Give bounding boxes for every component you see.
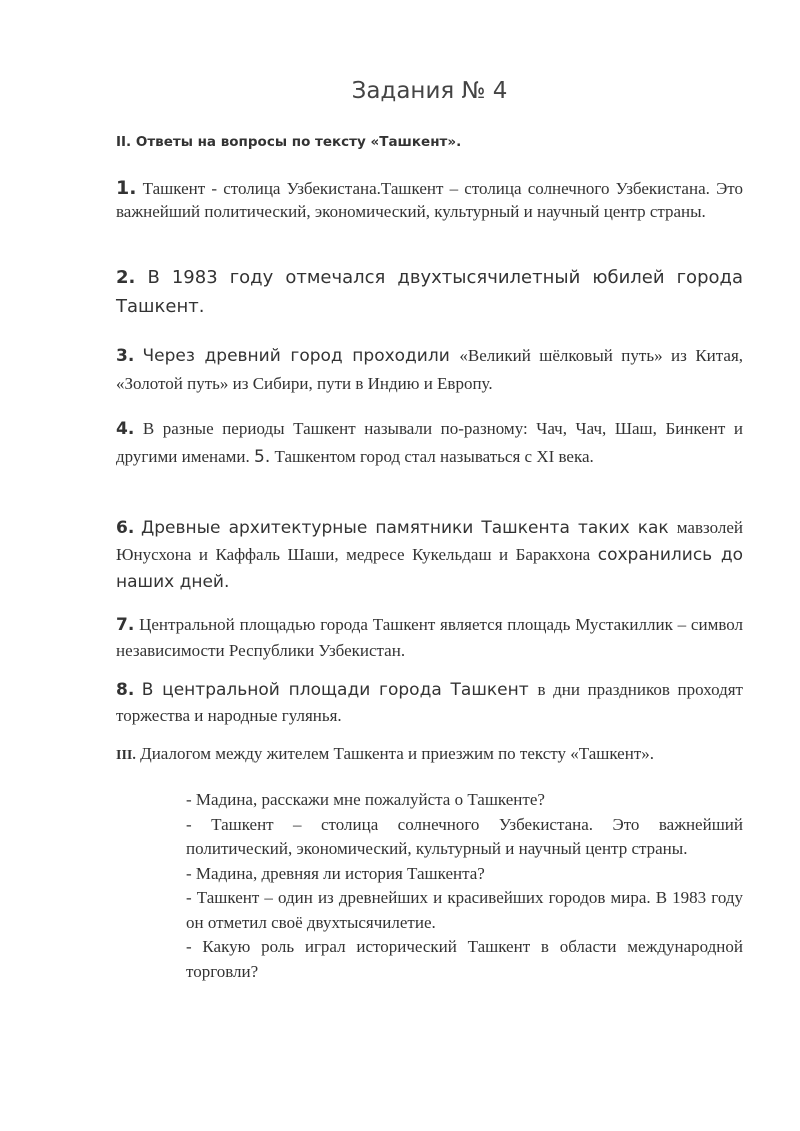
answer-3 [116,342,743,398]
answer-6 [116,515,743,596]
page-title: Задания № 4 [351,78,508,104]
answer-1 [116,177,743,223]
answer-8 [116,677,743,729]
dialog-line-5: - Какую роль играл исторический Ташкент в области международной торговли? [186,937,743,981]
answer-6-text-b: мавзолей Юнусхона и Каффаль Шаши, медресе Кукельдаш и Баракхона [116,518,743,564]
answer-3-number: 3. [116,346,135,366]
answer-2-text: В 1983 году отмечался двухтысячилетный юбилей города Ташкент. [116,267,743,317]
dialog-line-2: - Ташкент – столица солнечного Узбекистана. Это важнейший политический, экономический, культурный и научный центр страны. [186,814,743,858]
answer-7 [116,612,743,663]
section-3-heading [116,744,654,764]
dialog [186,788,743,984]
answer-7-text: Центральной площадью города Ташкент является площадь Мустакиллик – символ независимости Республики Узбекистан. [116,615,743,660]
dialog-line-4: - Ташкент – один из древнейших и красивейших городов мира. В 1983 году он отметил своё двухтысячилетие. [186,888,743,932]
answer-4-text: В разные периоды Ташкент называли по-разному: Чач, Чач, Шаш, Бинкент и другими именами. [116,419,744,466]
answer-6-number: 6. [116,518,135,538]
answer-4 [116,415,743,471]
dialog-line-1: - Мадина, расскажи мне пожалуйста о Ташкенте? [186,790,545,809]
answer-5-number: 5. [254,447,271,467]
answer-1-number: 1. [116,177,137,199]
answer-2-number: 2. [116,267,136,288]
answer-8-text-a: В центральной площади города Ташкент [141,680,538,700]
answer-6-text-a: Древные архитектурные памятники Ташкента таких как [140,518,677,538]
answer-6-text-c: сохранились до наших дней. [116,545,743,592]
answer-8-number: 8. [116,680,135,700]
section-2-heading: II. Ответы на вопросы по тексту «Ташкент». [116,134,462,150]
answer-2 [116,263,743,321]
section-3-text: Диалогом между жителем Ташкента и приезжим по тексту «Ташкент». [135,744,654,763]
answer-5-text: Ташкентом город стал называться с XI века. [274,447,594,466]
dialog-line-3: - Мадина, древняя ли история Ташкента? [186,863,485,883]
answer-3-text-b: «Великий шёлковый путь» из Китая, «Золотой путь» из Сибири, пути в Индию и Европу. [116,346,744,393]
section-3-roman: III. [116,748,136,763]
answer-7-number: 7. [116,615,135,635]
answer-3-text-a: Через древний город проходили [142,346,460,366]
answer-4-number: 4. [116,419,135,439]
answer-1-text: Ташкент - столица Узбекистана.Ташкент – столица солнечного Узбекистана. Это важнейший политический, экономический, культурный и научный центр страны. [116,179,743,221]
answer-8-text-b: в дни праздников проходят торжества и народные гулянья. [116,680,743,725]
